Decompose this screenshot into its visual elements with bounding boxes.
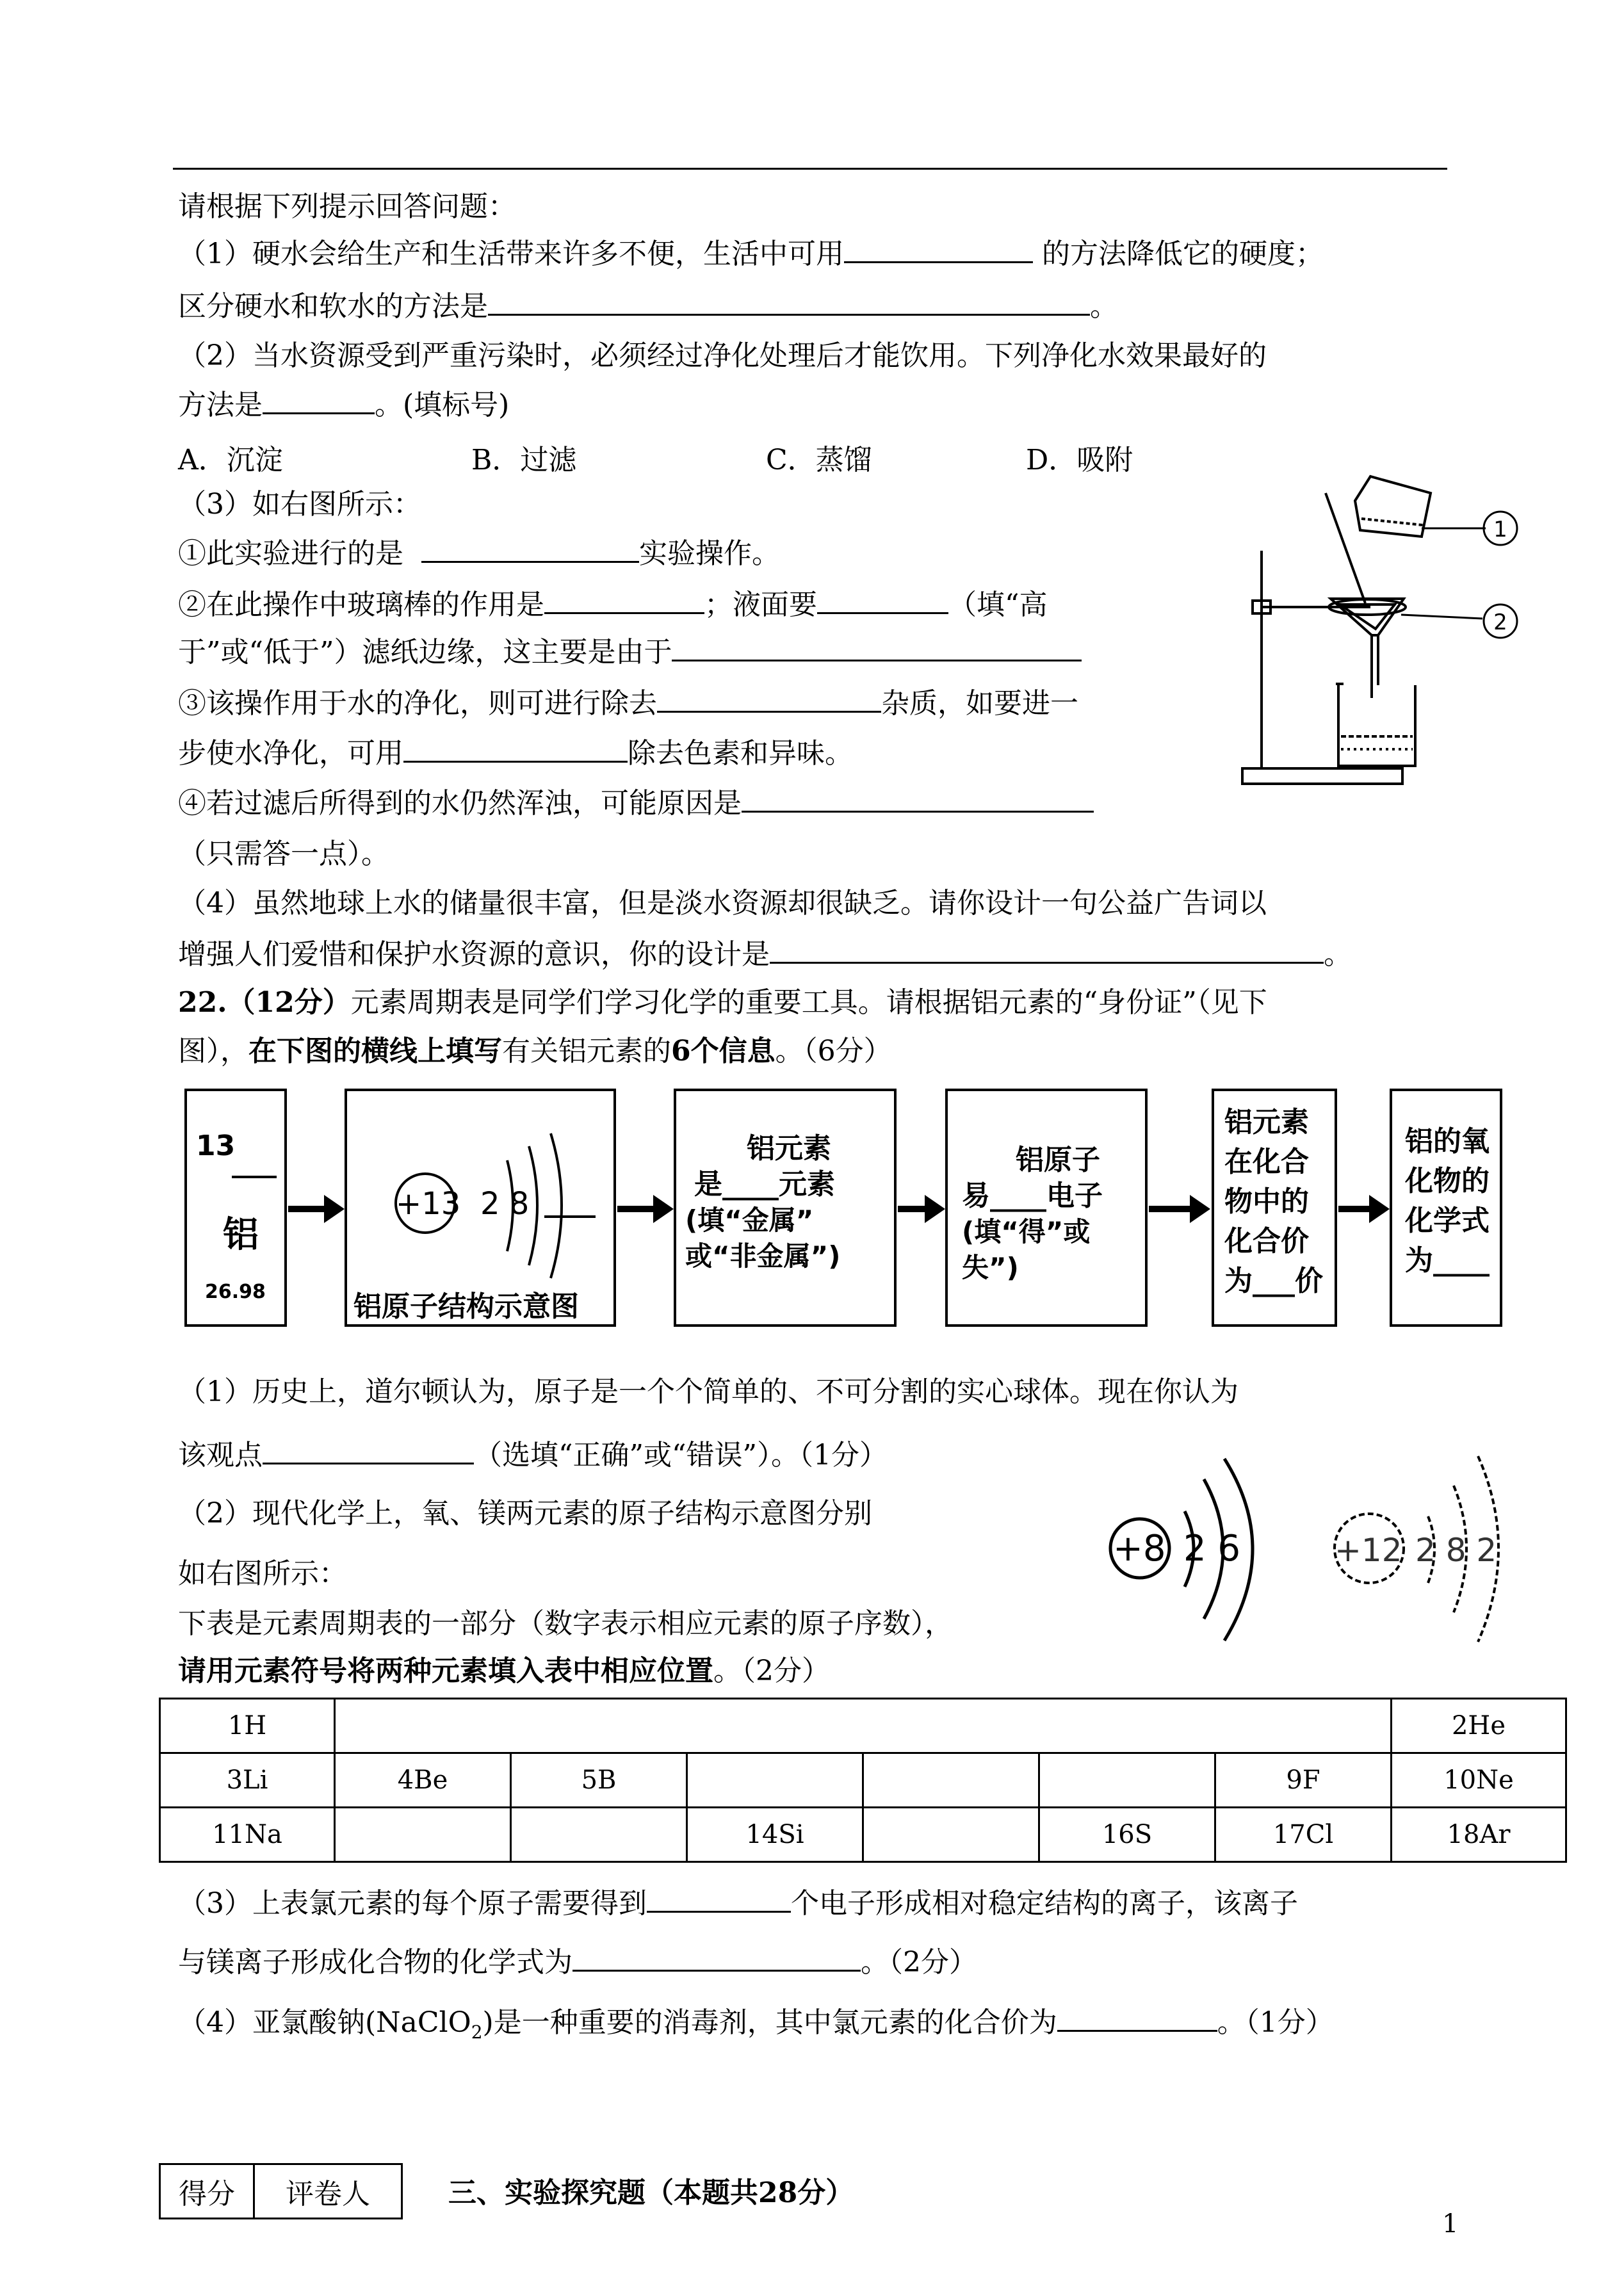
box4-line: (填“得”或 (962, 1216, 1091, 1247)
table-cell: 3Li (160, 1753, 335, 1808)
p3-line1 (178, 1885, 1298, 1922)
arrow-icon (1337, 1191, 1391, 1227)
table-cell[interactable] (863, 1808, 1039, 1862)
box6-line: 铝的氧 (1405, 1125, 1490, 1158)
q1-text: 的方法降低它的硬度； (1042, 238, 1324, 270)
answer-blank[interactable] (572, 1944, 861, 1972)
symbol-blank (232, 1176, 277, 1178)
box4-line: 易____电子 (962, 1180, 1103, 1212)
q3-step2-cont (178, 634, 1082, 670)
q2-option-d: D．吸附 (1026, 444, 1133, 476)
q3-text: 杂质，如要进一 (881, 687, 1078, 720)
q1-line2 (178, 288, 1118, 325)
q22-number: 22.（12分） (178, 986, 351, 1019)
box5-line: 在化合 (1224, 1146, 1309, 1178)
p4-text: 。（1分） (1217, 2006, 1334, 2039)
table-cell: 17Cl (1215, 1808, 1392, 1862)
p2-text: 请用元素符号将两种元素填入表中相应位置 (178, 1655, 713, 1687)
atomic-number: 13 (196, 1130, 236, 1162)
q4-text: 。 (1324, 938, 1352, 971)
q22-text: 有关铝元素的 (502, 1035, 671, 1067)
q1-text: 区分硬水和软水的方法是 (178, 290, 488, 323)
table-cell: 9F (1215, 1753, 1392, 1808)
p4-text: )是一种重要的消毒剂，其中氯元素的化合价为 (482, 2006, 1057, 2039)
p3-line2 (178, 1944, 977, 1981)
magnesium-shells: 2 8 2 (1415, 1532, 1497, 1569)
q22-text: 图）， (178, 1035, 248, 1067)
box6-line: 为____ (1405, 1244, 1490, 1277)
q3-text: ①此实验进行的是 (178, 537, 403, 570)
grader-label: 评卷人 (254, 2164, 402, 2219)
q3-step4 (178, 785, 1094, 822)
q22-text: 在下图的横线上填写 (248, 1035, 502, 1067)
section-3-title: 三、实验探究题（本题共28分） (448, 2177, 854, 2209)
q3-step2 (178, 587, 1048, 623)
q2-text: 方法是 (178, 389, 263, 421)
table-cell: 1H (160, 1699, 335, 1753)
box4-line: 失”) (962, 1252, 1019, 1283)
q22-text: 6个信息 (671, 1035, 775, 1067)
p1-text: （选填“正确”或“错误”）。（1分） (474, 1439, 888, 1472)
magnesium-nucleus: +12 (1335, 1532, 1402, 1569)
element-card-box (184, 1089, 287, 1327)
q1-text: 。 (1090, 290, 1118, 323)
table-row (160, 1753, 1566, 1808)
answer-blank[interactable] (817, 587, 948, 614)
box5-line: 物中的 (1224, 1185, 1309, 1218)
q3-step3 (178, 685, 1078, 722)
table-row (160, 1699, 1566, 1753)
intro-text: 请根据下列提示回答问题： (178, 190, 516, 223)
table-cell[interactable] (335, 1808, 511, 1862)
q22-heading (178, 985, 1267, 1021)
p4-subscript: 2 (471, 2021, 483, 2043)
oxide-formula-box (1390, 1089, 1502, 1327)
table-cell: 2He (1392, 1699, 1566, 1753)
answer-blank[interactable] (263, 1437, 474, 1464)
table-row (160, 1808, 1566, 1862)
p2-line3: 下表是元素周期表的一部分（数字表示相应元素的原子序数）， (178, 1607, 953, 1640)
q3-text: 步使水净化，可用 (178, 737, 403, 770)
table-cell: 5B (511, 1753, 687, 1808)
box4-line: 铝原子 (1016, 1144, 1100, 1176)
periodic-table-fragment (159, 1698, 1567, 1863)
oxygen-nucleus: +8 (1113, 1528, 1166, 1569)
answer-blank[interactable] (647, 1885, 791, 1913)
metal-type-box (674, 1089, 897, 1327)
answer-blank[interactable] (1057, 2004, 1217, 2032)
filtration-apparatus-figure (1230, 467, 1524, 800)
atom-structure-caption: 铝原子结构示意图 (353, 1290, 579, 1323)
answer-blank[interactable] (770, 936, 1324, 964)
p3-text: 与镁离子形成化合物的化学式为 (178, 1946, 572, 1979)
q4-text: 增强人们爱惜和保护水资源的意识，你的设计是 (178, 938, 770, 971)
p2-text: 。（2分） (713, 1655, 830, 1687)
label-1: 1 (1493, 517, 1507, 542)
table-cell: 16S (1039, 1808, 1215, 1862)
answer-blank[interactable] (742, 785, 1094, 813)
q3-text: ；液面要 (704, 588, 817, 621)
oxygen-shells: 2 6 (1183, 1528, 1241, 1569)
arrow-icon (897, 1191, 946, 1227)
header-rule (173, 168, 1447, 170)
q3-step1 (178, 535, 780, 572)
box5-line: 化合价 (1224, 1225, 1309, 1258)
answer-blank[interactable] (488, 288, 1090, 316)
q4-line1: （4）虽然地球上水的储量很丰富，但是淡水资源却很缺乏。请你设计一句公益广告词以 (178, 887, 1267, 920)
q2-line1: （2）当水资源受到严重污染时，必须经过净化处理后才能饮用。下列净化水效果最好的 (178, 339, 1267, 372)
p1-line2 (178, 1437, 888, 1473)
arrow-icon (287, 1191, 346, 1227)
q3-text: （填“高 (948, 588, 1048, 621)
q2-option-b: B．过滤 (471, 444, 577, 476)
table-cell: 10Ne (1392, 1753, 1566, 1808)
answer-blank[interactable] (672, 634, 1082, 661)
q2-text: 。(填标号) (375, 389, 510, 421)
p2-line2: 如右图所示： (178, 1557, 347, 1590)
box3-line: (填“金属” (685, 1204, 814, 1236)
table-cell[interactable] (863, 1753, 1039, 1808)
q1-text: （1）硬水会给生产和生活带来许多不便，生活中可用 (178, 238, 844, 270)
q3-text: ④若过滤后所得到的水仍然浑浊，可能原因是 (178, 787, 742, 820)
table-cell[interactable] (1039, 1753, 1215, 1808)
al-shells: 2 8 (480, 1186, 530, 1222)
q3-text: 除去色素和异味。 (628, 737, 853, 770)
box5-line: 铝元素 (1224, 1106, 1309, 1139)
box6-line: 化物的 (1405, 1165, 1490, 1197)
p1-line1: （1）历史上，道尔顿认为，原子是一个个简单的、不可分割的实心球体。现在你认为 (178, 1375, 1238, 1408)
answer-blank[interactable] (544, 587, 704, 614)
al-nucleus: +13 (396, 1186, 461, 1222)
answer-blank[interactable] (421, 535, 639, 563)
p3-text: 个电子形成相对稳定结构的离子，该离子 (791, 1887, 1298, 1920)
q22-text: 元素周期表是同学们学习化学的重要工具。请根据铝元素的“身份证”（见下 (350, 986, 1267, 1019)
q3-text: ③该操作用于水的净化，则可进行除去 (178, 687, 657, 720)
p2-line4 (178, 1653, 830, 1689)
arrow-icon (1148, 1191, 1212, 1227)
table-cell (335, 1699, 1392, 1753)
box6-line: 化学式 (1405, 1204, 1490, 1237)
element-name: 铝 (223, 1214, 259, 1256)
table-cell[interactable] (687, 1753, 863, 1808)
p4-line (178, 2004, 1334, 2050)
q2-option-a: A．沉淀 (178, 444, 283, 476)
table-cell: 18Ar (1392, 1808, 1566, 1862)
answer-blank[interactable] (657, 685, 881, 713)
q3-step3-cont (178, 735, 853, 772)
q1-line1 (178, 236, 1324, 272)
answer-blank[interactable] (403, 735, 628, 763)
q3-text: ②在此操作中玻璃棒的作用是 (178, 588, 544, 621)
box3-line: 铝元素 (747, 1132, 831, 1165)
label-2: 2 (1493, 610, 1507, 635)
table-cell[interactable] (511, 1808, 687, 1862)
table-cell: 4Be (335, 1753, 511, 1808)
q2-line2 (178, 387, 509, 423)
p4-text: （4）亚氯酸钠(NaClO (178, 2006, 471, 2039)
q3-text: 实验操作。 (638, 537, 780, 570)
atomic-mass: 26.98 (205, 1281, 266, 1303)
score-table (159, 2163, 403, 2219)
p3-text: （3）上表氯元素的每个原子需要得到 (178, 1887, 647, 1920)
q3-step4-cont: （只需答一点）。 (178, 838, 389, 870)
p1-text: 该观点 (178, 1439, 263, 1472)
atom-structure-box (345, 1089, 616, 1327)
p3-text: 。（2分） (861, 1946, 977, 1979)
page-number: 1 (1442, 2209, 1459, 2239)
q3-head: （3）如右图所示： (178, 488, 421, 521)
answer-blank[interactable] (844, 236, 1033, 263)
table-cell: 14Si (687, 1808, 863, 1862)
arrow-icon (616, 1191, 675, 1227)
electron-box (945, 1089, 1148, 1327)
q22-text: 。（6分） (775, 1035, 892, 1067)
answer-blank[interactable] (263, 387, 375, 414)
q3-text: 于”或“低于”）滤纸边缘，这主要是由于 (178, 636, 672, 669)
box3-line: 或“非金属”) (685, 1240, 841, 1272)
table-cell: 11Na (160, 1808, 335, 1862)
p2-line1: （2）现代化学上，氧、镁两元素的原子结构示意图分别 (178, 1497, 872, 1530)
q4-line2 (178, 936, 1352, 973)
q2-option-c: C．蒸馏 (766, 444, 872, 476)
score-label: 得分 (160, 2164, 254, 2219)
q22-heading-cont (178, 1034, 892, 1069)
valence-box (1212, 1089, 1337, 1327)
box5-line: 为___价 (1224, 1265, 1323, 1297)
box3-line: 是____元素 (694, 1168, 835, 1201)
